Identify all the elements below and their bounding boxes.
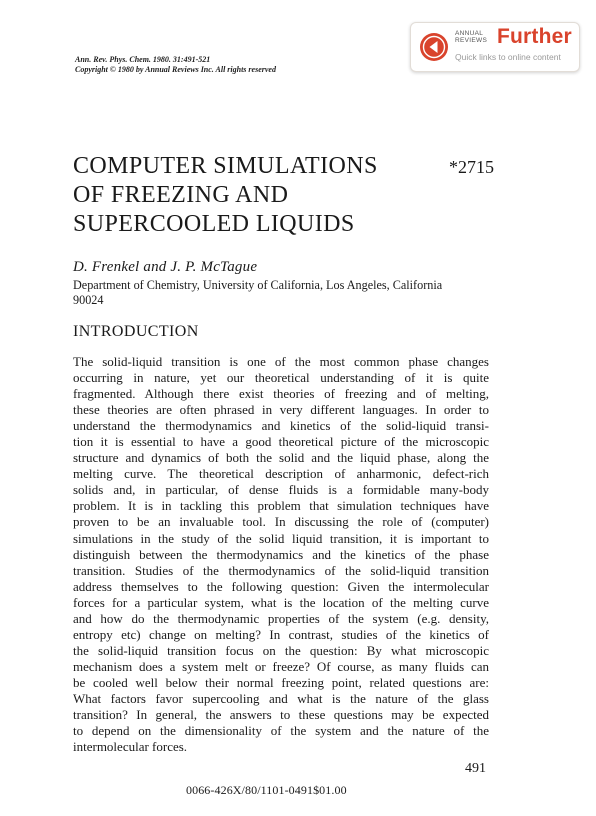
badge-subtitle: Quick links to online content bbox=[455, 52, 561, 62]
page-number: 491 bbox=[465, 761, 486, 776]
badge-publisher-label bbox=[455, 30, 495, 44]
badge-label-line1: ANNUAL bbox=[455, 30, 484, 37]
affiliation-line: 90024 bbox=[73, 293, 104, 307]
copyright-line: Copyright © 1980 by Annual Reviews Inc. All rights reserved bbox=[75, 65, 276, 74]
paragraph-line: intermolecular forces. bbox=[73, 739, 188, 755]
paragraph-line: transition? In general, the answers to these questions may be expected bbox=[73, 707, 489, 723]
paragraph-line: solids and, in particular, of dense fluids is a formidable many-body bbox=[73, 482, 489, 498]
paragraph-line: to depend on the dimensionality of the system and the nature of the bbox=[73, 723, 489, 739]
paragraph-line: structure and dynamics of both the solid and the liquid phase, along the bbox=[73, 450, 489, 466]
paragraph-line: fragmented. Although there exist theories of freezing and of melting, bbox=[73, 386, 489, 402]
paragraph-line: understand the thermodynamics and kinetics of the solid-liquid transi- bbox=[73, 418, 489, 434]
paragraph-line: occurring in nature, yet our theoretical understanding of it is quite bbox=[73, 370, 489, 386]
article-title bbox=[73, 152, 413, 239]
paragraph-line: forces for a particular system, what is the location of the melting curve bbox=[73, 594, 489, 610]
paragraph-line: proven to be an invaluable tool. In discussing the role of (computer) bbox=[73, 514, 489, 530]
paragraph-line: be cooled well below their normal freezing point, related questions are: bbox=[73, 674, 489, 690]
annual-reviews-further-badge[interactable] bbox=[410, 22, 580, 72]
affiliation-line: Department of Chemistry, University of California, Los Angeles, California bbox=[73, 278, 443, 292]
paragraph-line: and how do the thermodynamic properties of the system (e.g. density, bbox=[73, 610, 489, 626]
paragraph-line: distinguish between the thermodynamics and the kinetics of the phase bbox=[73, 546, 489, 562]
section-heading: INTRODUCTION bbox=[73, 323, 199, 340]
title-line: COMPUTER SIMULATIONS bbox=[73, 153, 378, 179]
paragraph-line: mechanism does a system melt or freeze? Of course, as many fluids can bbox=[73, 658, 489, 674]
paragraph-line: transition. Studies of the thermodynamics of the solid-liquid transition bbox=[73, 562, 489, 578]
paragraph-line: address themselves to the following question: Given the intermolecular bbox=[73, 578, 489, 594]
paragraph-line: What factors favor supercooling and what is the nature of the glass bbox=[73, 690, 489, 706]
title-line: SUPERCOOLED LIQUIDS bbox=[73, 211, 355, 237]
paragraph-line: The solid-liquid transition is one of the most common phase changes bbox=[73, 354, 489, 369]
paragraph-line: problem. It is in tackling this problem that simulation techniques have bbox=[73, 498, 489, 514]
paragraph-line: melting curve. The theoretical description of anharmonic, defect-rich bbox=[73, 466, 489, 482]
journal-citation bbox=[75, 55, 276, 75]
badge-title: Further bbox=[497, 25, 572, 48]
paragraph-line: the solid-liquid transition focus on the question: By what microscopic bbox=[73, 642, 489, 658]
paragraph-line: simulations in the study of the solid liquid transition, it is important to bbox=[73, 530, 489, 546]
reference-number: *2715 bbox=[449, 157, 494, 177]
title-line: OF FREEZING AND bbox=[73, 182, 289, 208]
badge-label-line2: REVIEWS bbox=[455, 37, 488, 44]
authors: D. Frenkel and J. P. McTague bbox=[73, 259, 258, 275]
paragraph-line: entropy etc) change on melting? In contrast, studies of the kinetics of bbox=[73, 626, 489, 642]
paragraph-line: tion it is essential to have a good theoretical picture of the microscopic bbox=[73, 434, 489, 450]
affiliation bbox=[73, 278, 493, 308]
paragraph-line: these theories are often phrased in very different languages. In order to bbox=[73, 402, 489, 418]
arrow-left-circle-icon bbox=[419, 32, 449, 62]
introduction-paragraph bbox=[73, 354, 489, 755]
footer-price-code: 0066-426X/80/1101-0491$01.00 bbox=[186, 783, 347, 797]
citation-line: Ann. Rev. Phys. Chem. 1980. 31:491-521 bbox=[75, 55, 211, 64]
